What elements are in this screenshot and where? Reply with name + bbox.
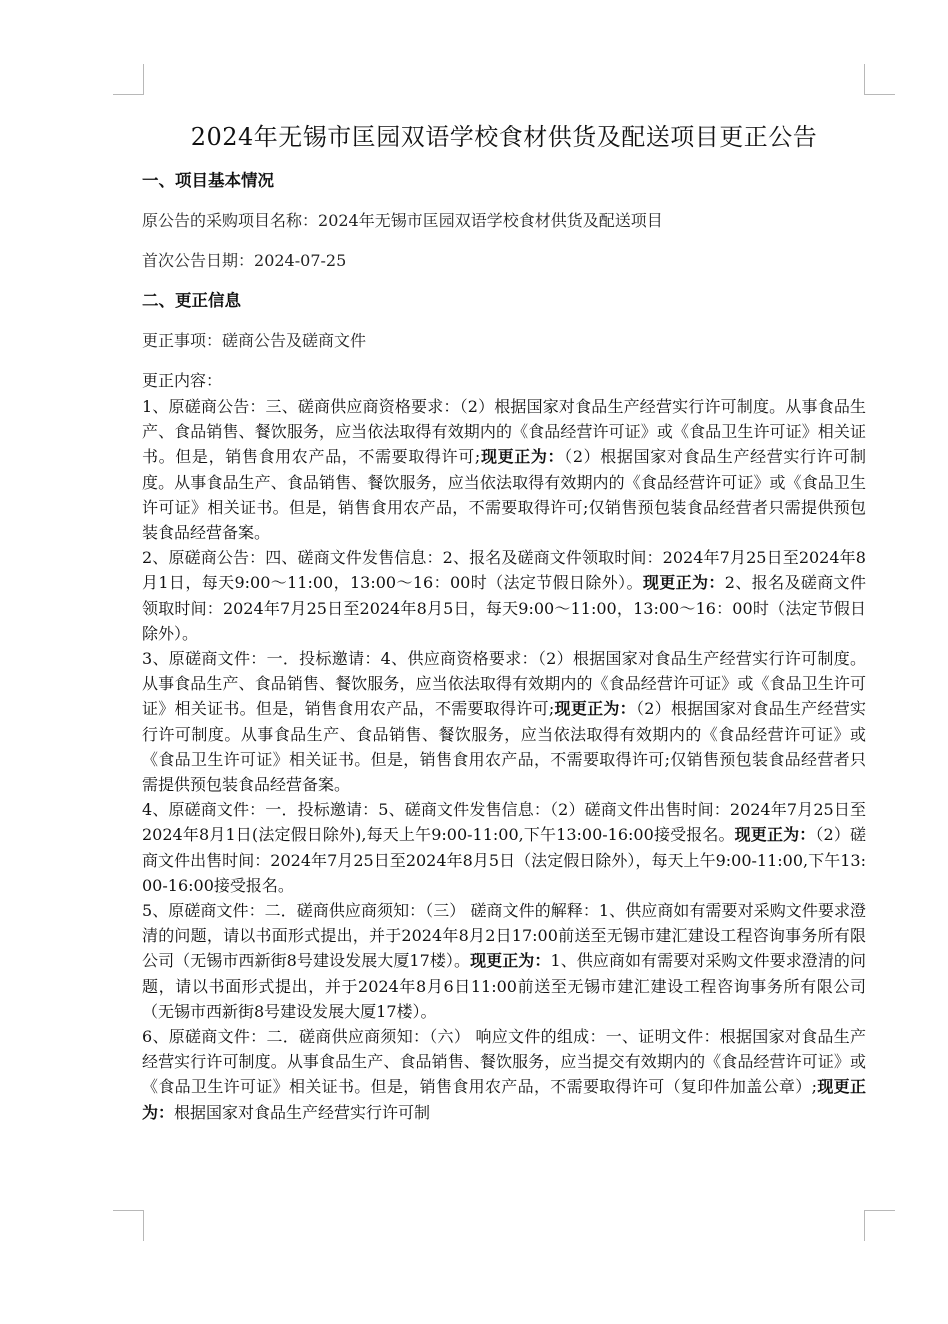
document-body — [142, 118, 866, 1125]
original-text: 5、原磋商文件：二．磋商供应商须知：（三） 磋商文件的解释：1、供应商如有需要对采购文件要求澄清的问题，请以书面形式提出，并于2024年8月2日17:00前送至无锡市建汇建设工程咨询事务所有限公司（无锡市西新街8号建设发展大厦17楼）。 — [142, 901, 866, 971]
original-text: 1、原磋商公告：三、磋商供应商资格要求：（2）根据国家对食品生产经营实行许可制度。从事食品生产、食品销售、餐饮服务，应当依法取得有效期内的《食品经营许可证》或《食品卫生许可证》相关证书。但是，销售食用农产品，不需要取得许可; — [142, 397, 866, 467]
original-text: 6、原磋商文件：二．磋商供应商须知：（六） 响应文件的组成：一、证明文件：根据国家对食品生产经营实行许可制度。从事食品生产、食品销售、餐饮服务，应当提交有效期内的《食品经营许可证》或《食品卫生许可证》相关证书。但是，销售食用农产品，不需要取得许可（复印件加盖公章）; — [142, 1027, 866, 1097]
correction-content-label: 更正内容： — [142, 371, 223, 390]
page-corner-mark-bottom-right — [864, 1210, 895, 1241]
section-heading-correction-info: 二、更正信息 — [142, 291, 241, 310]
corrected-marker: 现更正为： — [734, 825, 816, 845]
corrected-marker: 现更正为： — [142, 1077, 866, 1122]
corrected-marker: 现更正为： — [470, 951, 551, 971]
original-text: 3、原磋商文件：一．投标邀请：4、供应商资格要求：（2）根据国家对食品生产经营实行许可制度。从事食品生产、食品销售、餐饮服务，应当依法取得有效期内的《食品经营许可证》或《食品卫生许可证》相关证书。但是，销售食用农产品，不需要取得许可; — [142, 649, 866, 719]
corrected-text: （2）磋商文件出售时间：2024年7月25日至2024年8月5日（法定假日除外），每天上午9:00-11:00,下午13:00-16:00接受报名。 — [142, 825, 866, 895]
correction-item-2 — [142, 545, 866, 646]
page-corner-mark-top-left — [113, 64, 144, 95]
page-corner-mark-bottom-left — [113, 1210, 144, 1241]
first-date-value: 2024-07-25 — [254, 251, 347, 270]
correction-matter-value: 磋商公告及磋商文件 — [222, 331, 367, 350]
original-project-name — [142, 208, 866, 234]
corrected-text: 1、供应商如有需要对采购文件要求澄清的问题，请以书面形式提出，并于2024年8月6日11:00前送至无锡市建汇建设工程咨询事务所有限公司（无锡市西新街8号建设发展大厦17楼）。 — [142, 951, 866, 1021]
section-heading-project-info: 一、项目基本情况 — [142, 171, 274, 190]
first-announcement-date — [142, 248, 866, 274]
document-title: 2024年无锡市匡园双语学校食材供货及配送项目更正公告 — [190, 123, 818, 151]
corrected-text: 2、报名及磋商文件领取时间：2024年7月25日至2024年8月5日，每天9:00～11:00，13:00～16：00时（法定节假日除外）。 — [142, 573, 866, 643]
corrected-text: （2）根据国家对食品生产经营实行许可制度。从事食品生产、食品销售、餐饮服务，应当依法取得有效期内的《食品经营许可证》或《食品卫生许可证》相关证书。但是，销售食用农产品，不需要取得许可;仅销售预包装食品经营者只需提供预包装食品经营备案。 — [142, 699, 866, 795]
original-text: 4、原磋商文件：一．投标邀请：5、磋商文件发售信息：（2）磋商文件出售时间：2024年7月25日至2024年8月1日(法定假日除外),每天上午9:00-11:00,下午13:00-16:00接受报名。 — [142, 800, 866, 845]
correction-matter — [142, 328, 866, 354]
project-name-value: 2024年无锡市匡园双语学校食材供货及配送项目 — [318, 211, 663, 230]
project-name-label: 原公告的采购项目名称： — [142, 211, 319, 230]
original-text: 2、原磋商公告：四、磋商文件发售信息：2、报名及磋商文件领取时间：2024年7月25日至2024年8月1日，每天9:00～11:00，13:00～16：00时（法定节假日除外）。 — [142, 548, 866, 593]
correction-item-4 — [142, 797, 866, 898]
corrected-marker: 现更正为： — [480, 447, 565, 467]
corrected-text: （2）根据国家对食品生产经营实行许可制度。从事食品生产、食品销售、餐饮服务，应当依法取得有效期内的《食品经营许可证》或《食品卫生许可证》相关证书。但是，销售食用农产品，不需要取得许可;仅销售预包装食品经营者只需提供预包装食品经营备案。 — [142, 447, 866, 543]
correction-item-3 — [142, 646, 866, 797]
correction-item-5 — [142, 898, 866, 1024]
corrected-marker: 现更正为： — [642, 573, 725, 593]
corrected-marker: 现更正为： — [554, 699, 636, 719]
corrected-text: 根据国家对食品生产经营实行许可制 — [174, 1102, 431, 1122]
page-corner-mark-top-right — [864, 64, 895, 95]
correction-matter-label: 更正事项： — [142, 331, 223, 350]
first-date-label: 首次公告日期： — [142, 251, 255, 270]
correction-item-1 — [142, 394, 866, 545]
correction-item-6 — [142, 1024, 866, 1125]
